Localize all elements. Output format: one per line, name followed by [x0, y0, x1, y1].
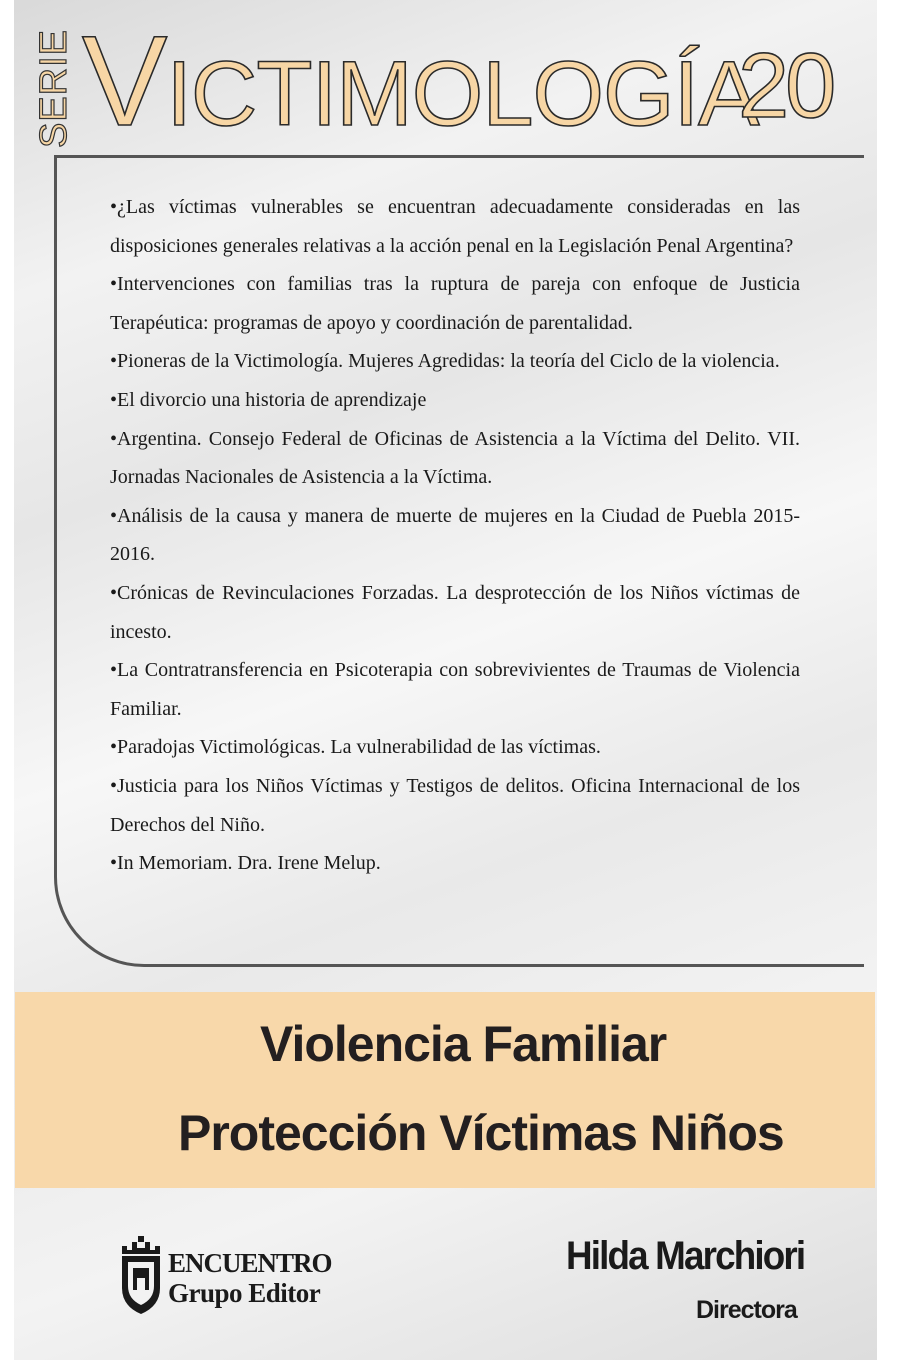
contents-item: •Justicia para los Niños Víctimas y Testigos de delitos. Oficina Internacional de los Derechos del Niño.: [110, 774, 800, 836]
left-page-edge: [0, 0, 14, 1360]
series-title-rest: ICTIMOLOGÍA: [166, 43, 759, 145]
castle-crest-icon: [118, 1236, 164, 1316]
series-title-initial: V: [82, 10, 167, 153]
publisher-subtitle: Grupo Editor: [168, 1278, 321, 1308]
serie-label-text: SERIE: [33, 28, 76, 148]
contents-item: •El divorcio una historia de aprendizaje: [110, 388, 427, 411]
book-title-line-2: Protección Víctimas Niños: [178, 1105, 784, 1161]
author-name: Hilda Marchiori: [566, 1234, 805, 1278]
publisher-name: ENCUENTRO: [168, 1248, 332, 1278]
publisher-logo: [118, 1236, 338, 1316]
contents-item: •Análisis de la causa y manera de muerte de mujeres en la Ciudad de Puebla 2015-2016.: [110, 504, 800, 566]
serie-label: [33, 28, 76, 148]
contents-item: •Paradojas Victimológicas. La vulnerabilidad de las víctimas.: [110, 736, 601, 759]
contents-item: •Intervenciones con familias tras la ruptura de pareja con enfoque de Justicia Terapéutica: programas de apoyo y coordinación de parentalidad.: [110, 273, 800, 334]
series-number: 20: [738, 35, 833, 137]
right-page-edge: [877, 0, 907, 1360]
contents-item: •Argentina. Consejo Federal de Oficinas de Asistencia a la Víctima del Delito. VII. Jornadas Nacionales de Asistencia a la Víctima.: [110, 427, 800, 489]
contents-item: •La Contratransferencia en Psicoterapia con sobrevivientes de Traumas de Violencia Familiar.: [110, 659, 800, 720]
contents-list: [110, 188, 800, 883]
series-title: [82, 10, 759, 153]
contents-item: •Crónicas de Revinculaciones Forzadas. La desprotección de los Niños víctimas de incesto.: [110, 581, 800, 643]
book-title-line-1: Violencia Familiar: [260, 1016, 667, 1072]
contents-item: •Pioneras de la Victimología. Mujeres Agredidas: la teoría del Ciclo de la violencia.: [110, 350, 780, 373]
author-role: Directora: [696, 1296, 797, 1324]
contents-item: •In Memoriam. Dra. Irene Melup.: [110, 852, 381, 875]
contents-item: •¿Las víctimas vulnerables se encuentran adecuadamente consideradas en las disposiciones generales relativas a la acción penal en la Legislación Penal Argentina?: [110, 196, 800, 257]
